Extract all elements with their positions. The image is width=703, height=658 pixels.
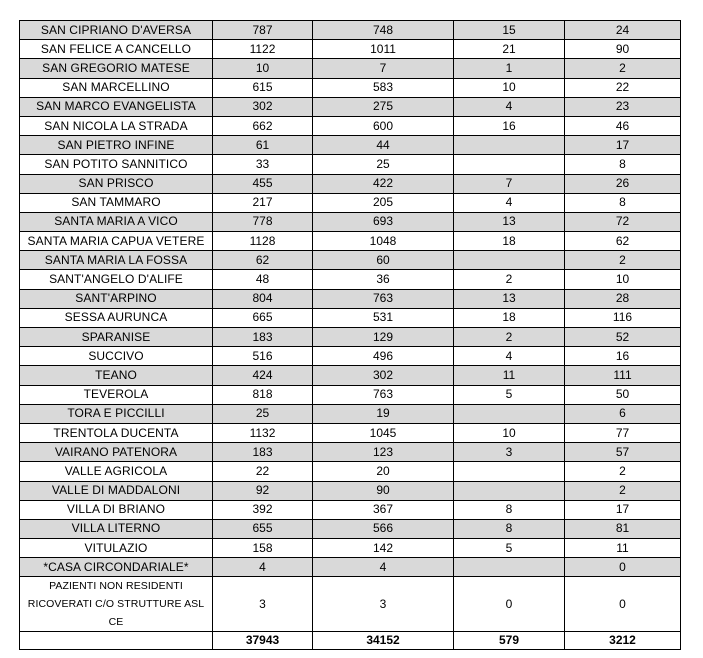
table-row <box>20 366 681 385</box>
value-cell-4: 10 <box>565 270 681 289</box>
value-cell-3: 4 <box>454 97 565 116</box>
value-cell-2: 44 <box>313 136 454 155</box>
value-cell-4: 16 <box>565 347 681 366</box>
value-cell-3: 8 <box>454 519 565 538</box>
value-cell-1: 615 <box>213 78 313 97</box>
value-cell-2: 20 <box>313 462 454 481</box>
value-cell-2: 1045 <box>313 423 454 442</box>
table-row <box>20 385 681 404</box>
value-cell-1: 1128 <box>213 232 313 251</box>
value-cell-2: 302 <box>313 366 454 385</box>
table-row <box>20 136 681 155</box>
value-cell-3 <box>454 136 565 155</box>
municipality-name-cell: SPARANISE <box>20 328 213 347</box>
value-cell-1: 392 <box>213 500 313 519</box>
table-row <box>20 270 681 289</box>
table-row <box>20 500 681 519</box>
municipality-name-cell: SANTA MARIA LA FOSSA <box>20 251 213 270</box>
value-cell-3 <box>454 404 565 423</box>
value-cell-2: 129 <box>313 328 454 347</box>
value-cell-4: 2 <box>565 251 681 270</box>
value-cell-4: 8 <box>565 155 681 174</box>
value-cell-1: 3 <box>213 577 313 632</box>
value-cell-1: 37943 <box>213 632 313 650</box>
value-cell-1: 158 <box>213 539 313 558</box>
table-row <box>20 462 681 481</box>
municipality-name-cell: TEANO <box>20 366 213 385</box>
value-cell-3: 10 <box>454 78 565 97</box>
value-cell-3: 18 <box>454 232 565 251</box>
value-cell-3: 1 <box>454 59 565 78</box>
value-cell-2: 422 <box>313 174 454 193</box>
municipality-name-cell: SAN MARCO EVANGELISTA <box>20 97 213 116</box>
value-cell-3 <box>454 481 565 500</box>
value-cell-2: 25 <box>313 155 454 174</box>
table-row <box>20 423 681 442</box>
value-cell-1: 665 <box>213 308 313 327</box>
value-cell-1: 1122 <box>213 40 313 59</box>
value-cell-3: 4 <box>454 347 565 366</box>
value-cell-1: 92 <box>213 481 313 500</box>
value-cell-3 <box>454 558 565 577</box>
value-cell-3: 8 <box>454 500 565 519</box>
municipality-name-cell: SANT'ARPINO <box>20 289 213 308</box>
value-cell-4: 57 <box>565 443 681 462</box>
value-cell-2: 566 <box>313 519 454 538</box>
value-cell-3: 7 <box>454 174 565 193</box>
value-cell-1: 302 <box>213 97 313 116</box>
municipality-name-cell: SAN TAMMARO <box>20 193 213 212</box>
value-cell-1: 1132 <box>213 423 313 442</box>
value-cell-2: 123 <box>313 443 454 462</box>
value-cell-1: 455 <box>213 174 313 193</box>
value-cell-3: 5 <box>454 385 565 404</box>
value-cell-3: 4 <box>454 193 565 212</box>
value-cell-1: 25 <box>213 404 313 423</box>
value-cell-2: 275 <box>313 97 454 116</box>
municipality-name-cell: SAN PRISCO <box>20 174 213 193</box>
municipality-name-cell: SESSA AURUNCA <box>20 308 213 327</box>
value-cell-1: 424 <box>213 366 313 385</box>
value-cell-4: 17 <box>565 136 681 155</box>
value-cell-4: 24 <box>565 21 681 40</box>
table-row <box>20 481 681 500</box>
value-cell-4: 46 <box>565 116 681 135</box>
value-cell-2: 763 <box>313 385 454 404</box>
value-cell-1: 22 <box>213 462 313 481</box>
table-row <box>20 59 681 78</box>
value-cell-1: 183 <box>213 328 313 347</box>
table-body <box>20 21 681 650</box>
value-cell-1: 183 <box>213 443 313 462</box>
value-cell-4: 2 <box>565 59 681 78</box>
municipality-name-cell: SAN CIPRIANO D'AVERSA <box>20 21 213 40</box>
value-cell-4: 52 <box>565 328 681 347</box>
value-cell-2: 583 <box>313 78 454 97</box>
value-cell-3 <box>454 462 565 481</box>
municipality-name-cell: VAIRANO PATENORA <box>20 443 213 462</box>
table-row <box>20 155 681 174</box>
municipality-name-cell: TEVEROLA <box>20 385 213 404</box>
municipality-name-cell: SAN POTITO SANNITICO <box>20 155 213 174</box>
value-cell-2: 496 <box>313 347 454 366</box>
municipality-data-table <box>19 20 681 650</box>
value-cell-4: 23 <box>565 97 681 116</box>
value-cell-4: 2 <box>565 462 681 481</box>
table-row <box>20 232 681 251</box>
value-cell-4: 26 <box>565 174 681 193</box>
value-cell-3: 15 <box>454 21 565 40</box>
value-cell-3: 11 <box>454 366 565 385</box>
value-cell-3 <box>454 155 565 174</box>
value-cell-3: 3 <box>454 443 565 462</box>
table-row <box>20 193 681 212</box>
municipality-name-cell: TORA E PICCILLI <box>20 404 213 423</box>
value-cell-2: 34152 <box>313 632 454 650</box>
municipality-name-cell: *CASA CIRCONDARIALE* <box>20 558 213 577</box>
table-row <box>20 40 681 59</box>
value-cell-1: 818 <box>213 385 313 404</box>
value-cell-3: 18 <box>454 308 565 327</box>
value-cell-4: 28 <box>565 289 681 308</box>
value-cell-1: 662 <box>213 116 313 135</box>
table-row <box>20 289 681 308</box>
value-cell-4: 77 <box>565 423 681 442</box>
table-row <box>20 212 681 231</box>
municipality-name-cell: SANTA MARIA A VICO <box>20 212 213 231</box>
value-cell-3: 13 <box>454 212 565 231</box>
value-cell-2: 1011 <box>313 40 454 59</box>
table-row <box>20 443 681 462</box>
municipality-name-cell: SAN MARCELLINO <box>20 78 213 97</box>
municipality-name-cell: VILLA DI BRIANO <box>20 500 213 519</box>
municipality-name-cell <box>20 632 213 650</box>
value-cell-4: 81 <box>565 519 681 538</box>
value-cell-2: 693 <box>313 212 454 231</box>
value-cell-1: 778 <box>213 212 313 231</box>
table-row <box>20 174 681 193</box>
value-cell-3: 16 <box>454 116 565 135</box>
table-row <box>20 539 681 558</box>
value-cell-4: 11 <box>565 539 681 558</box>
value-cell-3: 5 <box>454 539 565 558</box>
municipality-name-cell: TRENTOLA DUCENTA <box>20 423 213 442</box>
municipality-name-cell: SAN NICOLA LA STRADA <box>20 116 213 135</box>
value-cell-3: 21 <box>454 40 565 59</box>
value-cell-4: 6 <box>565 404 681 423</box>
table-row <box>20 558 681 577</box>
value-cell-4: 3212 <box>565 632 681 650</box>
municipality-name-cell: VALLE AGRICOLA <box>20 462 213 481</box>
value-cell-3: 0 <box>454 577 565 632</box>
value-cell-2: 19 <box>313 404 454 423</box>
municipality-name-cell: SAN GREGORIO MATESE <box>20 59 213 78</box>
value-cell-2: 7 <box>313 59 454 78</box>
value-cell-1: 4 <box>213 558 313 577</box>
municipality-name-cell: SAN PIETRO INFINE <box>20 136 213 155</box>
table-row <box>20 97 681 116</box>
table-row <box>20 404 681 423</box>
value-cell-4: 17 <box>565 500 681 519</box>
value-cell-2: 4 <box>313 558 454 577</box>
value-cell-2: 600 <box>313 116 454 135</box>
table-row <box>20 116 681 135</box>
value-cell-4: 116 <box>565 308 681 327</box>
value-cell-1: 804 <box>213 289 313 308</box>
value-cell-4: 50 <box>565 385 681 404</box>
municipality-name-cell: VITULAZIO <box>20 539 213 558</box>
municipality-name-cell: SANTA MARIA CAPUA VETERE <box>20 232 213 251</box>
table-row <box>20 21 681 40</box>
value-cell-4: 72 <box>565 212 681 231</box>
value-cell-4: 0 <box>565 558 681 577</box>
table-row <box>20 78 681 97</box>
value-cell-4: 111 <box>565 366 681 385</box>
value-cell-2: 3 <box>313 577 454 632</box>
value-cell-1: 48 <box>213 270 313 289</box>
municipality-name-cell: PAZIENTI NON RESIDENTI RICOVERATI C/O STRUTTURE ASL CE <box>20 577 213 632</box>
municipality-name-cell: VALLE DI MADDALONI <box>20 481 213 500</box>
value-cell-3: 10 <box>454 423 565 442</box>
value-cell-4: 22 <box>565 78 681 97</box>
value-cell-1: 62 <box>213 251 313 270</box>
value-cell-3: 13 <box>454 289 565 308</box>
table-row <box>20 347 681 366</box>
value-cell-2: 1048 <box>313 232 454 251</box>
value-cell-4: 90 <box>565 40 681 59</box>
value-cell-2: 90 <box>313 481 454 500</box>
value-cell-1: 33 <box>213 155 313 174</box>
value-cell-2: 748 <box>313 21 454 40</box>
municipality-name-cell: SUCCIVO <box>20 347 213 366</box>
table-row <box>20 328 681 347</box>
municipality-name-cell: SAN FELICE A CANCELLO <box>20 40 213 59</box>
table-row <box>20 519 681 538</box>
value-cell-1: 787 <box>213 21 313 40</box>
value-cell-2: 367 <box>313 500 454 519</box>
table-row-totals <box>20 632 681 650</box>
table-row <box>20 308 681 327</box>
municipality-name-cell: VILLA LITERNO <box>20 519 213 538</box>
value-cell-2: 205 <box>313 193 454 212</box>
table-row-non-resident-patients <box>20 577 681 632</box>
value-cell-4: 8 <box>565 193 681 212</box>
table-row <box>20 251 681 270</box>
value-cell-1: 516 <box>213 347 313 366</box>
value-cell-3 <box>454 251 565 270</box>
value-cell-4: 0 <box>565 577 681 632</box>
value-cell-1: 61 <box>213 136 313 155</box>
value-cell-2: 60 <box>313 251 454 270</box>
municipality-name-cell: SANT'ANGELO D'ALIFE <box>20 270 213 289</box>
value-cell-3: 2 <box>454 270 565 289</box>
value-cell-2: 142 <box>313 539 454 558</box>
value-cell-2: 36 <box>313 270 454 289</box>
value-cell-3: 2 <box>454 328 565 347</box>
value-cell-1: 10 <box>213 59 313 78</box>
value-cell-4: 2 <box>565 481 681 500</box>
value-cell-2: 763 <box>313 289 454 308</box>
value-cell-1: 655 <box>213 519 313 538</box>
value-cell-2: 531 <box>313 308 454 327</box>
value-cell-1: 217 <box>213 193 313 212</box>
value-cell-3: 579 <box>454 632 565 650</box>
value-cell-4: 62 <box>565 232 681 251</box>
